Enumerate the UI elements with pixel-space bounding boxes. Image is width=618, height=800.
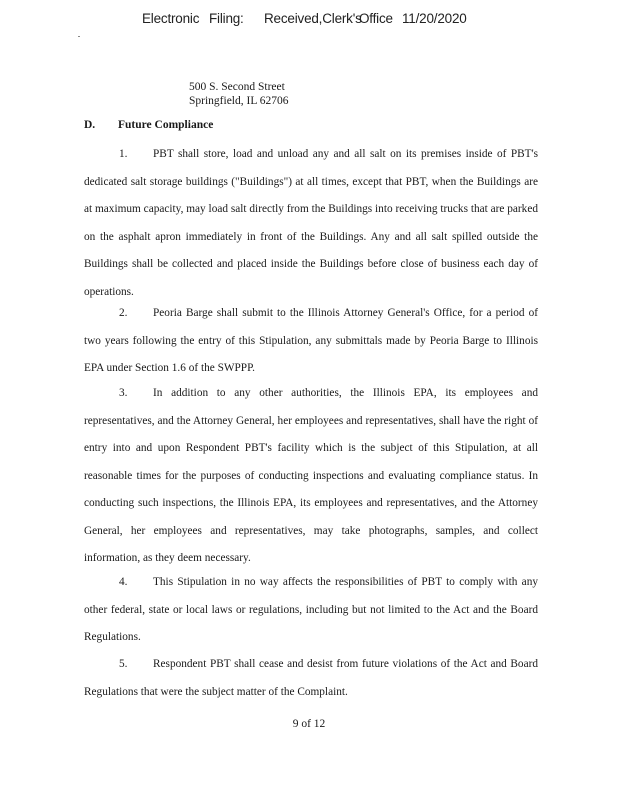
paragraph-number: 2. bbox=[119, 307, 128, 319]
page-number: 9 of 12 bbox=[292, 718, 326, 730]
paragraph-text: PBT shall store, load and unload any and all salt on its premises inside of PBT's dedicated salt storage buildings ("Buildings") at all times, except that PBT, when the Buildings are at maximum capacity, may load salt directly from the Buildings into receiving trucks that are parked on the asphalt apron immediately in front of the Buildings. Any and all salt spilled outside the Buildings shall be collected and placed inside the Buildings before close of business each day of operations. bbox=[84, 148, 538, 298]
paragraph-number: 3. bbox=[119, 387, 128, 399]
paragraph-2 bbox=[84, 300, 538, 383]
paragraph-text: In addition to any other authorities, the Illinois EPA, its employees and representatives, and the Attorney General, her employees and representatives, shall have the right of entry into and upon Respondent PBT's facility which is the subject of this Stipulation, at all reasonable times for the purposes of conducting inspections and evaluating compliance status. In conducting such inspections, the Illinois EPA, its employees and representatives, and the Attorney General, her employees and representatives, may take photographs, samples, and collect information, as they deem necessary. bbox=[84, 387, 538, 564]
stamp-received: Received,Clerk's bbox=[264, 11, 362, 26]
paragraph-1 bbox=[84, 141, 538, 306]
paragraph-text: Respondent PBT shall cease and desist from future violations of the Act and Board Regulations that were the subject matter of the Complaint. bbox=[84, 658, 538, 698]
paragraph-number: 4. bbox=[119, 576, 128, 588]
stamp-date: 11/20/2020 bbox=[402, 11, 467, 26]
paragraph-5 bbox=[84, 651, 538, 706]
paragraph-4 bbox=[84, 569, 538, 652]
paragraph-number: 1. bbox=[119, 148, 128, 160]
section-title: Future Compliance bbox=[118, 119, 214, 131]
address-line-1: 500 S. Second Street bbox=[189, 81, 285, 93]
scan-speck bbox=[78, 36, 80, 37]
paragraph-3 bbox=[84, 380, 538, 573]
paragraph-number: 5. bbox=[119, 658, 128, 670]
paragraph-text: This Stipulation in no way affects the responsibilities of PBT to comply with any other federal, state or local laws or regulations, including but not limited to the Act and the Board Regulations. bbox=[84, 576, 538, 643]
stamp-filing: Filing: bbox=[209, 11, 244, 26]
stamp-electronic: Electronic bbox=[142, 11, 200, 26]
address-line-2: Springfield, IL 62706 bbox=[189, 95, 289, 107]
paragraph-text: Peoria Barge shall submit to the Illinois Attorney General's Office, for a period of two years following the entry of this Stipulation, any submittals made by Peoria Barge to Illinois EPA under Section 1.6 of the SWPPP. bbox=[84, 307, 538, 374]
address-block bbox=[189, 80, 289, 108]
section-heading bbox=[84, 119, 213, 131]
stamp-office: Office bbox=[359, 11, 393, 26]
section-letter: D. bbox=[84, 119, 96, 131]
